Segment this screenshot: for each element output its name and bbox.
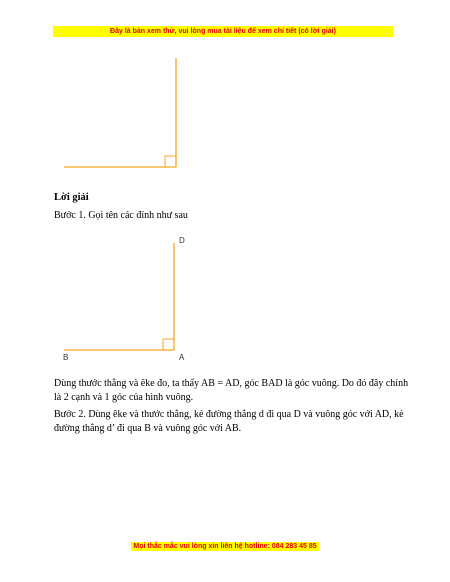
- figure-2-labeled-right-angle: [63, 236, 185, 362]
- figure-1-right-angle-marker: [165, 156, 176, 167]
- figure-1-right-angle: [64, 58, 176, 167]
- step-1-text: Bước 1. Gọi tên các đỉnh như sau: [54, 210, 188, 221]
- figure-2-right-angle-marker: [163, 339, 174, 350]
- footer: [0, 535, 450, 553]
- measurement-result-text: Dùng thước thẳng và êke đo, ta thấy AB = AD, góc BAD là góc vuông. Do đó đây chính là 2 cạnh và 1 góc của hình vuông.: [54, 378, 409, 403]
- point-label-B: B: [63, 353, 69, 362]
- point-label-D: D: [179, 236, 185, 245]
- point-label-A: A: [179, 353, 185, 362]
- step-2-text: Bước 2. Dùng êke và thước thẳng, kẻ đường thẳng d đi qua D và vuông góc với AD, kẻ đường thẳng d’ đi qua B và vuông góc với AB.: [54, 409, 404, 434]
- solution-heading: Lời giải: [54, 192, 89, 203]
- hotline-notice: Mọi thắc mắc vui lòng xin liên hệ hotline: 084 283 45 85: [133, 543, 317, 550]
- preview-banner: Đây là bản xem thử, vui lòng mua tài liệu để xem chi tiết (có lời giải): [53, 26, 393, 37]
